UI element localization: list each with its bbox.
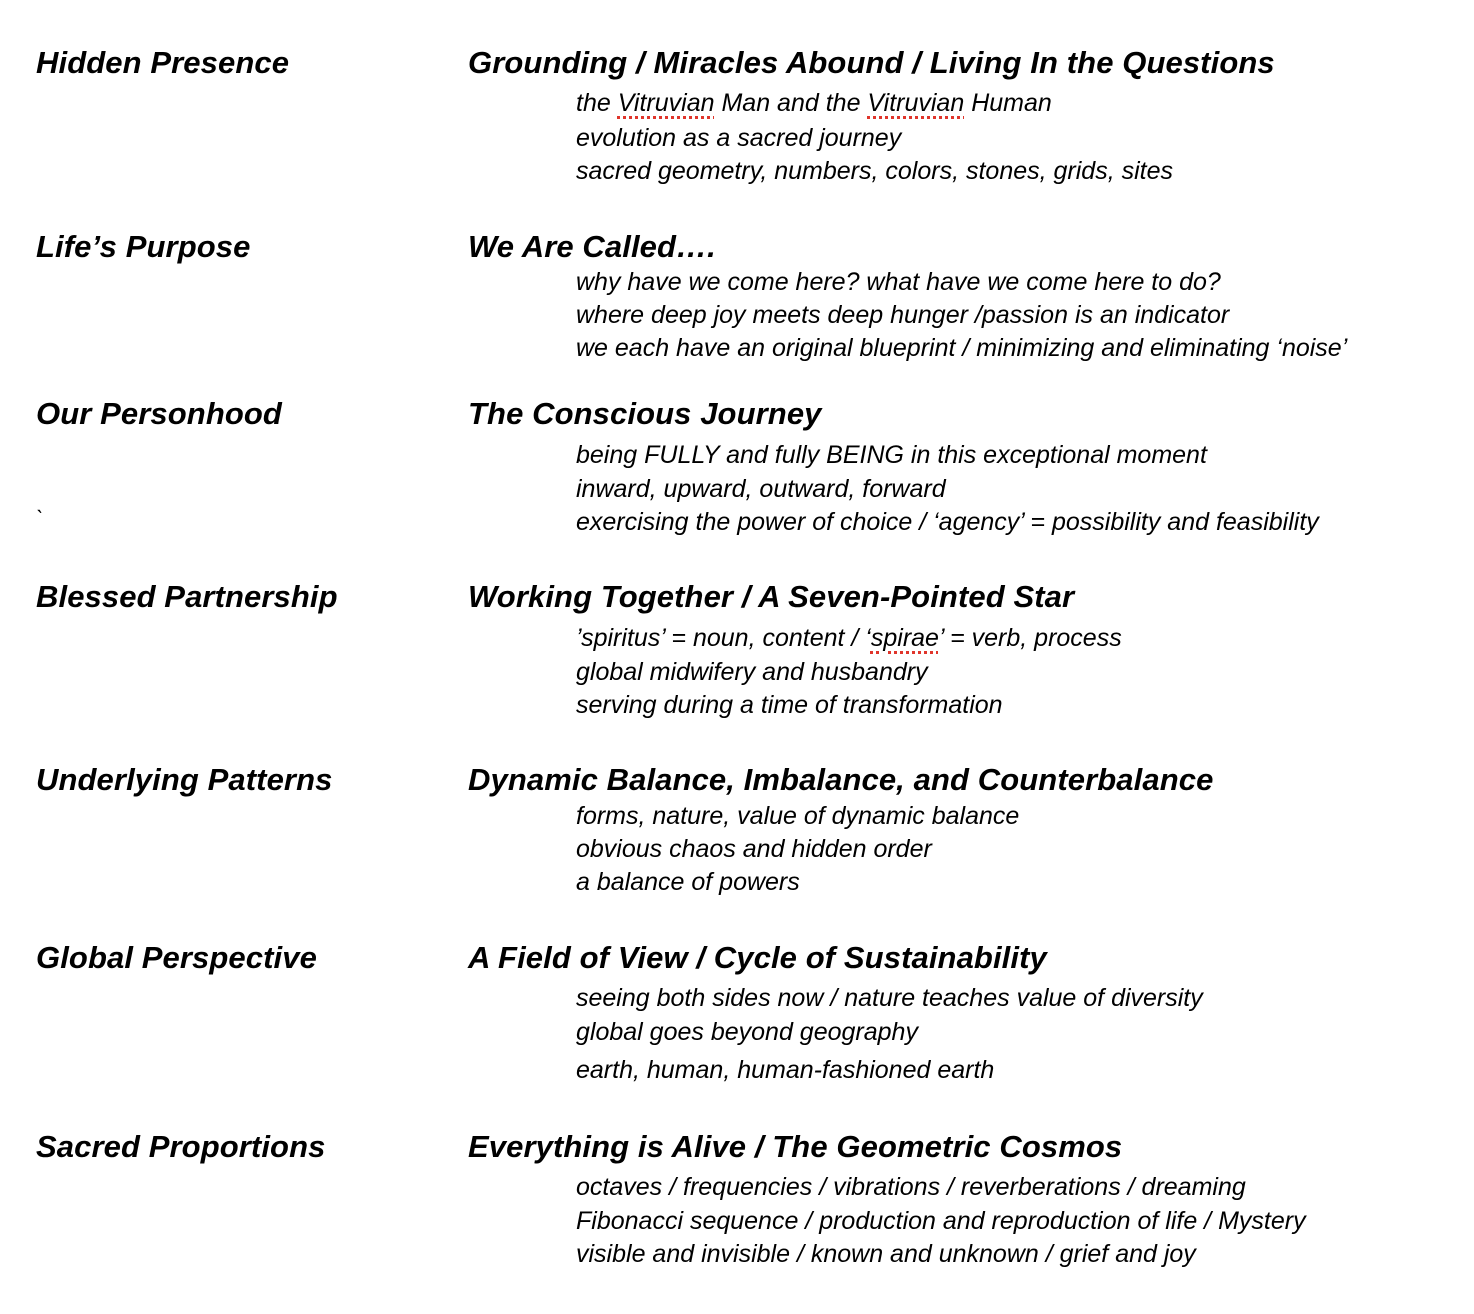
- section-heading-global-perspective: A Field of View / Cycle of Sustainability: [468, 940, 1047, 975]
- detail-line: a balance of powers: [576, 868, 800, 896]
- section-heading-lifes-purpose: We Are Called….: [468, 229, 716, 264]
- detail-line: exercising the power of choice / ‘agency’ = possibility and feasibility: [576, 508, 1319, 536]
- section-heading-underlying-patterns: Dynamic Balance, Imbalance, and Counterbalance: [468, 762, 1214, 797]
- detail-line: sacred geometry, numbers, colors, stones, grids, sites: [576, 157, 1173, 185]
- section-label-lifes-purpose: Life’s Purpose: [36, 229, 251, 264]
- detail-line: octaves / frequencies / vibrations / reverberations / dreaming: [576, 1173, 1246, 1201]
- spellcheck-flagged-word: spirae: [870, 624, 939, 652]
- detail-line: why have we come here? what have we come here to do?: [576, 268, 1221, 296]
- detail-line: earth, human, human-fashioned earth: [576, 1056, 995, 1084]
- detail-line: the Vitruvian Man and the Vitruvian Human: [576, 89, 1052, 117]
- spellcheck-flagged-word: Vitruvian: [617, 89, 715, 117]
- section-label-underlying-patterns: Underlying Patterns: [36, 762, 333, 797]
- detail-line: forms, nature, value of dynamic balance: [576, 802, 1020, 830]
- spellcheck-flagged-word: Vitruvian: [867, 89, 965, 117]
- section-label-global-perspective: Global Perspective: [36, 940, 317, 975]
- section-heading-blessed-partnership: Working Together / A Seven-Pointed Star: [468, 579, 1075, 614]
- detail-line: we each have an original blueprint / minimizing and eliminating ‘noise’: [576, 334, 1348, 362]
- section-heading-sacred-proportions: Everything is Alive / The Geometric Cosmos: [468, 1129, 1123, 1164]
- detail-line: ’spiritus’ = noun, content / ‘spirae’ = verb, process: [576, 624, 1122, 652]
- detail-line: evolution as a sacred journey: [576, 124, 902, 152]
- detail-line: serving during a time of transformation: [576, 691, 1003, 719]
- detail-line: global goes beyond geography: [576, 1018, 918, 1046]
- stray-backtick-mark: `: [36, 506, 44, 531]
- detail-line: Fibonacci sequence / production and reproduction of life / Mystery: [576, 1207, 1306, 1235]
- detail-line: where deep joy meets deep hunger /passion is an indicator: [576, 301, 1230, 329]
- section-label-our-personhood: Our Personhood: [36, 396, 282, 431]
- section-label-blessed-partnership: Blessed Partnership: [36, 579, 338, 614]
- section-label-sacred-proportions: Sacred Proportions: [36, 1129, 326, 1164]
- detail-line: global midwifery and husbandry: [576, 658, 928, 686]
- section-heading-hidden-presence: Grounding / Miracles Abound / Living In the Questions: [468, 45, 1275, 80]
- detail-line: being FULLY and fully BEING in this exceptional moment: [576, 441, 1207, 469]
- detail-line: obvious chaos and hidden order: [576, 835, 932, 863]
- section-label-hidden-presence: Hidden Presence: [36, 45, 290, 80]
- detail-line: seeing both sides now / nature teaches value of diversity: [576, 984, 1203, 1012]
- detail-line: inward, upward, outward, forward: [576, 475, 946, 503]
- section-heading-our-personhood: The Conscious Journey: [468, 396, 822, 431]
- detail-line: visible and invisible / known and unknown / grief and joy: [576, 1240, 1196, 1268]
